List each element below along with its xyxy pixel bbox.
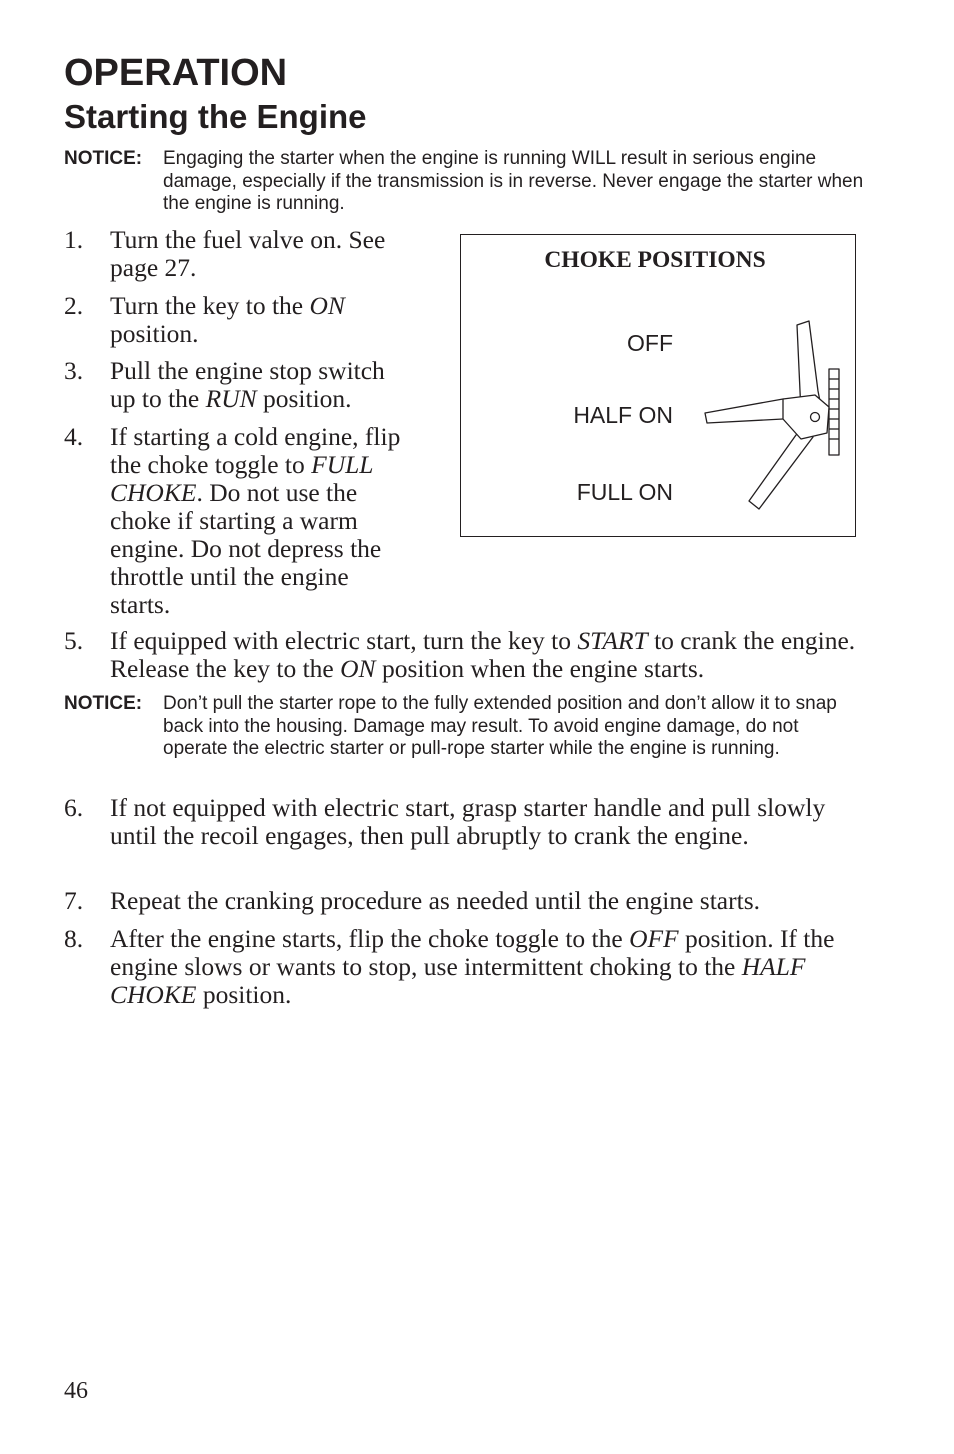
step-text-run: position when the engine starts. [375, 654, 705, 683]
step-2 [64, 292, 409, 348]
emphasized-term: ON [340, 654, 376, 683]
choke-label-full-on: FULL ON [576, 479, 673, 505]
choke-mount-plate [829, 369, 839, 455]
emphasized-term: HALF CHOKE [110, 952, 806, 1009]
section-title: OPERATION [64, 52, 288, 94]
step-3 [64, 357, 409, 413]
step-7 [64, 887, 864, 915]
step-text-run: position. [256, 384, 352, 413]
emphasized-term: START [577, 626, 648, 655]
page-heading: Starting the Engine [64, 98, 367, 135]
step-4 [64, 423, 409, 619]
step-text [110, 887, 864, 915]
step-text-run: Turn the fuel valve on. See page 27. [110, 225, 386, 282]
step-text-run: position. If the engine slows or wants to stop, use intermittent choking to the [110, 924, 835, 981]
step-text-run: position. [196, 980, 292, 1009]
step-text [110, 794, 864, 850]
step-number: 3. [64, 356, 84, 385]
step-text [110, 226, 409, 282]
notice-text: Engaging the starter when the engine is running WILL result in serious engine damage, especially if the transmission is in reverse. Never engage the starter when the engine is running. [163, 148, 864, 214]
step-text-run: After the engine starts, flip the choke toggle to the [110, 924, 630, 953]
step-5 [64, 627, 864, 683]
choke-hub [783, 395, 829, 439]
step-number: 5. [64, 626, 84, 655]
step-text-run: If equipped with electric start, turn the key to [110, 626, 578, 655]
step-text [110, 357, 409, 413]
choke-label-off: OFF [627, 330, 673, 356]
choke-label-half-on: HALF ON [573, 402, 673, 428]
step-text-run: If not equipped with electric start, grasp starter handle and pull slowly until the recoil engages, then pull abruptly to crank the engine. [110, 793, 826, 850]
emphasized-term: RUN [205, 384, 257, 413]
step-number: 1. [64, 225, 84, 254]
step-text-run: Pull the engine stop switch up to the [110, 356, 385, 413]
choke-pivot [811, 413, 820, 422]
step-text-run: position. [110, 319, 199, 348]
step-8 [64, 925, 864, 1009]
choke-lever-full-on [749, 427, 813, 509]
step-text [110, 423, 409, 619]
choke-lever-illustration [697, 315, 847, 515]
choke-positions-figure [460, 234, 856, 537]
step-number: 8. [64, 924, 84, 953]
step-text [110, 925, 864, 1009]
notice-label: NOTICE: [64, 693, 143, 714]
step-text-run: Turn the key to the [110, 291, 310, 320]
step-text-run: Repeat the cranking procedure as needed until the engine starts. [110, 886, 761, 915]
step-1 [64, 226, 409, 282]
emphasized-term: OFF [629, 924, 679, 953]
step-number: 7. [64, 886, 84, 915]
step-6 [64, 794, 864, 850]
step-number: 2. [64, 291, 84, 320]
notice-text: Don’t pull the starter rope to the fully extended position and don’t allow it to snap back into the housing. Damage may result. To avoid engine damage, do not operate the electric starter or pull-rope starter while the engine is running. [163, 693, 837, 759]
step-text [110, 292, 409, 348]
step-text [110, 627, 864, 683]
step-text-run: If starting a cold engine, flip the choke toggle to [110, 422, 401, 479]
emphasized-term: FULL CHOKE [110, 450, 374, 507]
notice-label: NOTICE: [64, 148, 143, 169]
emphasized-term: ON [309, 291, 345, 320]
figure-title: CHOKE POSITIONS [544, 247, 766, 273]
notice-engaging-starter [64, 148, 864, 216]
step-number: 6. [64, 793, 84, 822]
page-number: 46 [64, 1378, 88, 1404]
step-text-run: . Do not use the choke if starting a warm engine. Do not depress the throttle until the engine starts. [110, 478, 382, 619]
step-number: 4. [64, 422, 84, 451]
notice-starter-rope [64, 693, 864, 761]
step-text-run: to crank the engine. Release the key to the [110, 626, 856, 683]
